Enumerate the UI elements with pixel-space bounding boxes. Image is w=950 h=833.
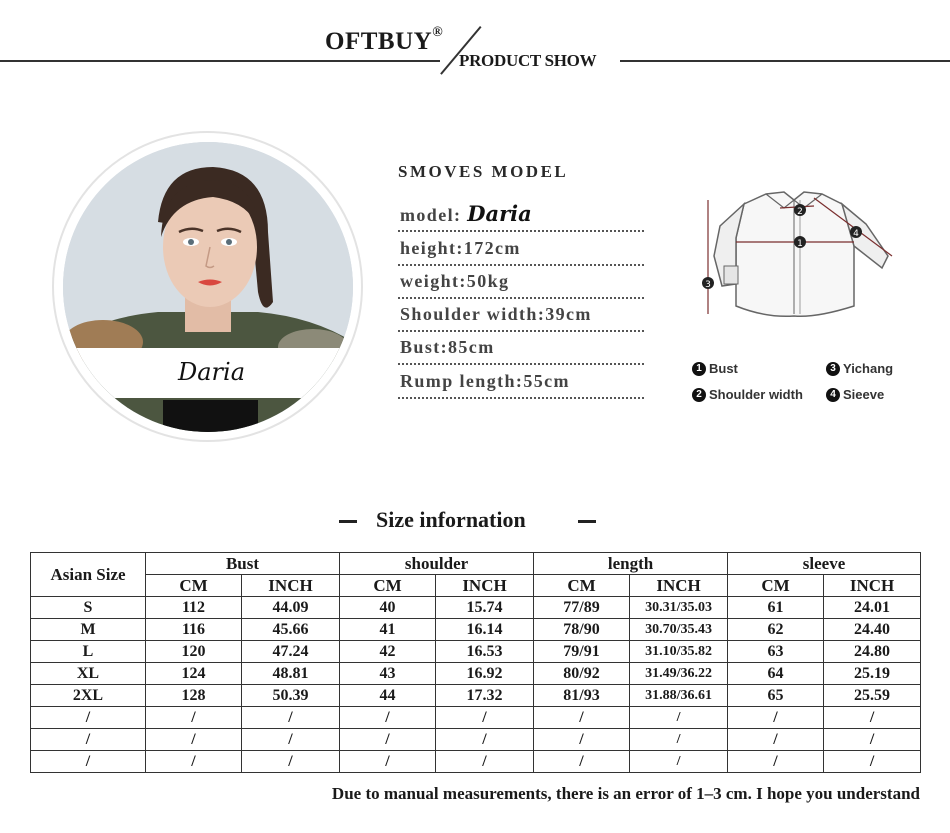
- table-cell: 30.70/35.43: [630, 619, 728, 641]
- table-cell: 50.39: [242, 685, 340, 707]
- table-cell: 81/93: [534, 685, 630, 707]
- table-cell: /: [728, 729, 824, 751]
- info-row-height: height:172cm: [398, 233, 644, 266]
- table-cell: /: [436, 707, 534, 729]
- unit-header: CM: [534, 575, 630, 597]
- header-asian-size: Asian Size: [31, 553, 146, 597]
- table-cell: /: [630, 751, 728, 773]
- table-cell: 42: [340, 641, 436, 663]
- table-cell: 77/89: [534, 597, 630, 619]
- unit-header: INCH: [824, 575, 921, 597]
- header-group-length: length: [534, 553, 728, 575]
- size-label-cell: /: [31, 707, 146, 729]
- table-cell: 25.19: [824, 663, 921, 685]
- info-row-bust: Bust:85cm: [398, 332, 644, 365]
- table-cell: /: [630, 729, 728, 751]
- table-row: [31, 707, 921, 729]
- table-cell: 45.66: [242, 619, 340, 641]
- marker-2: 2: [797, 207, 803, 217]
- legend-yichang: 3 Yichang: [826, 361, 893, 376]
- table-cell: /: [242, 707, 340, 729]
- table-cell: /: [436, 751, 534, 773]
- model-portrait: [63, 142, 353, 432]
- marker-3: 3: [705, 280, 711, 290]
- header-group-sleeve: sleeve: [728, 553, 921, 575]
- page-subtitle: PRODUCT SHOW: [459, 51, 597, 70]
- header-rule-left: [0, 60, 440, 62]
- size-label-cell: S: [31, 597, 146, 619]
- table-cell: 16.92: [436, 663, 534, 685]
- table-row: [31, 729, 921, 751]
- legend-bust: 1 Bust: [692, 361, 738, 376]
- table-cell: /: [340, 707, 436, 729]
- table-cell: 16.14: [436, 619, 534, 641]
- table-row: [31, 751, 921, 773]
- unit-header: INCH: [630, 575, 728, 597]
- table-cell: 24.40: [824, 619, 921, 641]
- table-row: [31, 619, 921, 641]
- table-cell: 17.32: [436, 685, 534, 707]
- table-cell: 25.59: [824, 685, 921, 707]
- model-name: Daria: [467, 201, 532, 226]
- table-row: [31, 685, 921, 707]
- size-label-cell: L: [31, 641, 146, 663]
- table-row: [31, 663, 921, 685]
- size-label-cell: XL: [31, 663, 146, 685]
- table-cell: /: [534, 751, 630, 773]
- header-group-shoulder: shoulder: [340, 553, 534, 575]
- size-label-cell: /: [31, 751, 146, 773]
- table-cell: /: [534, 729, 630, 751]
- table-cell: 63: [728, 641, 824, 663]
- table-cell: /: [728, 751, 824, 773]
- legend-sleeve: 4 Sieeve: [826, 387, 884, 402]
- table-cell: /: [824, 707, 921, 729]
- table-cell: 40: [340, 597, 436, 619]
- table-cell: 124: [146, 663, 242, 685]
- header-group-bust: Bust: [146, 553, 340, 575]
- table-cell: 31.88/36.61: [630, 685, 728, 707]
- unit-header: INCH: [436, 575, 534, 597]
- table-cell: 80/92: [534, 663, 630, 685]
- brand-logo: OFTBUY®: [325, 24, 444, 55]
- size-section-title: Size infornation: [376, 507, 526, 532]
- header-rule-right: [620, 60, 950, 62]
- table-cell: 31.10/35.82: [630, 641, 728, 663]
- table-cell: /: [340, 751, 436, 773]
- model-section-title: SMOVES MODEL: [398, 162, 569, 181]
- table-cell: /: [242, 751, 340, 773]
- table-cell: /: [146, 729, 242, 751]
- marker-4: 4: [853, 229, 859, 239]
- table-cell: /: [146, 707, 242, 729]
- table-row: [31, 597, 921, 619]
- info-row-weight: weight:50kg: [398, 266, 644, 299]
- size-label-cell: M: [31, 619, 146, 641]
- table-cell: /: [534, 707, 630, 729]
- table-cell: 65: [728, 685, 824, 707]
- table-cell: 16.53: [436, 641, 534, 663]
- table-cell: /: [242, 729, 340, 751]
- table-cell: 112: [146, 597, 242, 619]
- unit-header: CM: [146, 575, 242, 597]
- table-cell: 79/91: [534, 641, 630, 663]
- model-label: model:: [400, 205, 462, 225]
- unit-header: CM: [340, 575, 436, 597]
- section-dash-right: [578, 520, 596, 523]
- info-row-rump: Rump length:55cm: [398, 366, 644, 399]
- table-cell: 116: [146, 619, 242, 641]
- table-cell: /: [146, 751, 242, 773]
- table-cell: 48.81: [242, 663, 340, 685]
- table-cell: 61: [728, 597, 824, 619]
- unit-header: INCH: [242, 575, 340, 597]
- table-cell: 44: [340, 685, 436, 707]
- table-cell: 15.74: [436, 597, 534, 619]
- table-cell: 120: [146, 641, 242, 663]
- table-row: [31, 641, 921, 663]
- table-cell: 30.31/35.03: [630, 597, 728, 619]
- table-cell: 78/90: [534, 619, 630, 641]
- portrait-name: Daria: [178, 358, 246, 386]
- table-cell: /: [824, 751, 921, 773]
- table-cell: /: [340, 729, 436, 751]
- unit-header: CM: [728, 575, 824, 597]
- table-cell: 64: [728, 663, 824, 685]
- table-cell: 43: [340, 663, 436, 685]
- table-cell: 47.24: [242, 641, 340, 663]
- info-row-model: [398, 199, 644, 232]
- table-cell: 41: [340, 619, 436, 641]
- table-cell: 24.01: [824, 597, 921, 619]
- size-label-cell: 2XL: [31, 685, 146, 707]
- section-dash-left: [339, 520, 357, 523]
- shirt-measurement-diagram: [696, 186, 896, 321]
- marker-1: 1: [797, 239, 803, 249]
- table-cell: /: [436, 729, 534, 751]
- table-cell: 44.09: [242, 597, 340, 619]
- disclaimer-text: Due to manual measurements, there is an error of 1–3 cm. I hope you understand: [331, 784, 920, 803]
- legend-shoulder: 2 Shoulder width: [692, 387, 803, 402]
- units-row: [31, 575, 921, 597]
- table-cell: 128: [146, 685, 242, 707]
- table-cell: 62: [728, 619, 824, 641]
- table-cell: /: [824, 729, 921, 751]
- size-label-cell: /: [31, 729, 146, 751]
- table-cell: /: [728, 707, 824, 729]
- table-cell: 31.49/36.22: [630, 663, 728, 685]
- info-row-shoulder: Shoulder width:39cm: [398, 299, 644, 332]
- size-table-body: [31, 597, 921, 773]
- size-table: [30, 552, 921, 773]
- table-cell: /: [630, 707, 728, 729]
- table-cell: 24.80: [824, 641, 921, 663]
